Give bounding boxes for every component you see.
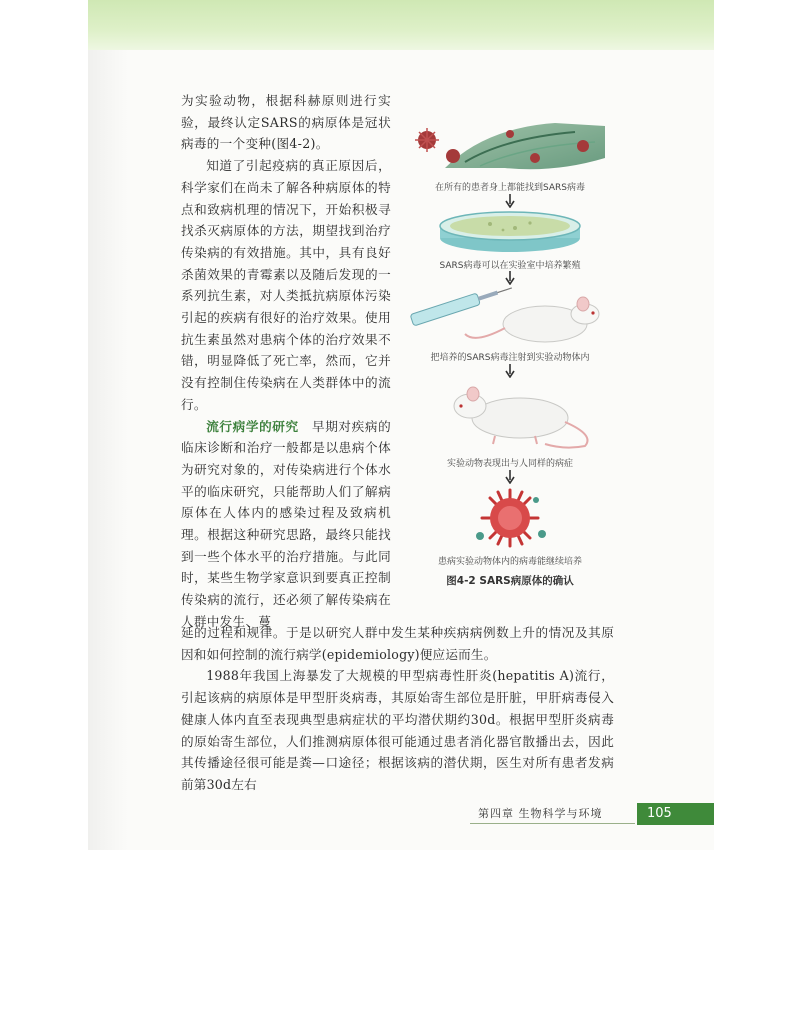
paragraph-continuation: 延的过程和规律。于是以研究人群中发生某种疾病病例数上升的情况及其原因和如何控制的流行病学(epidemiology)便应运而生。 bbox=[181, 625, 614, 662]
figure-step-2-label: SARS病毒可以在实验室中培养繁殖 bbox=[439, 261, 581, 271]
full-width-text bbox=[181, 622, 614, 796]
paragraph-2: 知道了引起疫病的真正原因后，科学家们在尚未了解各种病原体的特点和致病机理的情况下，开始积极寻找杀灭病原体的方法，期望找到治疗传染病的有效措施。其中，具有良好杀菌效果的青霉素以及随后发现的一系列抗生素，对人类抵抗病原体污染引起的疾病有很好的治疗效果。使用抗生素虽然对患病个体的治疗效果不错，明显降低了死亡率，然而，它并没有控制住传染病在人类群体中的流行。 bbox=[181, 158, 391, 412]
paragraph-epidemiology bbox=[181, 416, 391, 633]
paragraph-1: 为实验动物，根据科赫原则进行实验，最终认定SARS的病原体是冠状病毒的一个变种(图4-2)。 bbox=[181, 93, 391, 152]
narrow-text-column bbox=[181, 90, 391, 633]
down-arrow-icon bbox=[505, 194, 515, 208]
chapter-title: 第四章 生物科学与环境 bbox=[478, 807, 603, 820]
down-arrow-icon bbox=[505, 271, 515, 285]
figure-step-1-label: 在所有的患者身上都能找到SARS病毒 bbox=[434, 183, 585, 193]
figure-4-2 bbox=[405, 118, 615, 598]
paragraph-hepatitis: 1988年我国上海暴发了大规模的甲型病毒性肝炎(hepatitis A)流行，引起该病的病原体是甲型肝炎病毒，其原始寄生部位是肝脏，甲肝病毒侵入健康人体内直至表现典型患病症状的平均潜伏期约30d。根据甲型肝炎病毒的原始寄生部位，人们推测病原体很可能通过患者消化器官散播出去，因此其传播途径很可能是粪—口途径；根据该病的潜伏期，医生对所有患者发病前第30d左右 bbox=[181, 668, 614, 792]
petri-dish-illustration bbox=[435, 208, 585, 254]
section-lead-text: 早期对疾病的临床诊断和治疗一般都是以患病个体为研究对象的，对传染病进行个体水平的临床研究，只能帮助人们了解病原体在人体内的感染过程及致病机理。根据这种研究思路，最终只能找到一些个体水平的治疗措施。与此同时，某些生物学家意识到要真正控制传染病的流行，还必须了解传染病在人群中发生、蔓 bbox=[181, 418, 391, 629]
down-arrow-icon bbox=[505, 470, 515, 484]
top-color-band bbox=[88, 0, 714, 50]
footer-divider bbox=[470, 823, 635, 824]
syringe-mouse-illustration bbox=[405, 286, 615, 348]
figure-step-4-label: 实验动物表现出与人同样的病症 bbox=[446, 459, 573, 469]
figure-step-3-label: 把培养的SARS病毒注射到实验动物体内 bbox=[430, 353, 590, 363]
section-heading: 流行病学的研究 bbox=[206, 418, 299, 434]
coronavirus-illustration bbox=[460, 486, 560, 550]
virus-tissue-illustration bbox=[405, 118, 615, 180]
down-arrow-icon bbox=[505, 364, 515, 378]
sick-mouse-illustration bbox=[425, 380, 605, 450]
figure-step-5-label: 患病实验动物体内的病毒能继续培养 bbox=[437, 557, 582, 567]
page-number: 105 bbox=[637, 803, 714, 825]
figure-caption: 图4-2 SARS病原体的确认 bbox=[446, 575, 574, 587]
page-shadow bbox=[88, 50, 128, 850]
